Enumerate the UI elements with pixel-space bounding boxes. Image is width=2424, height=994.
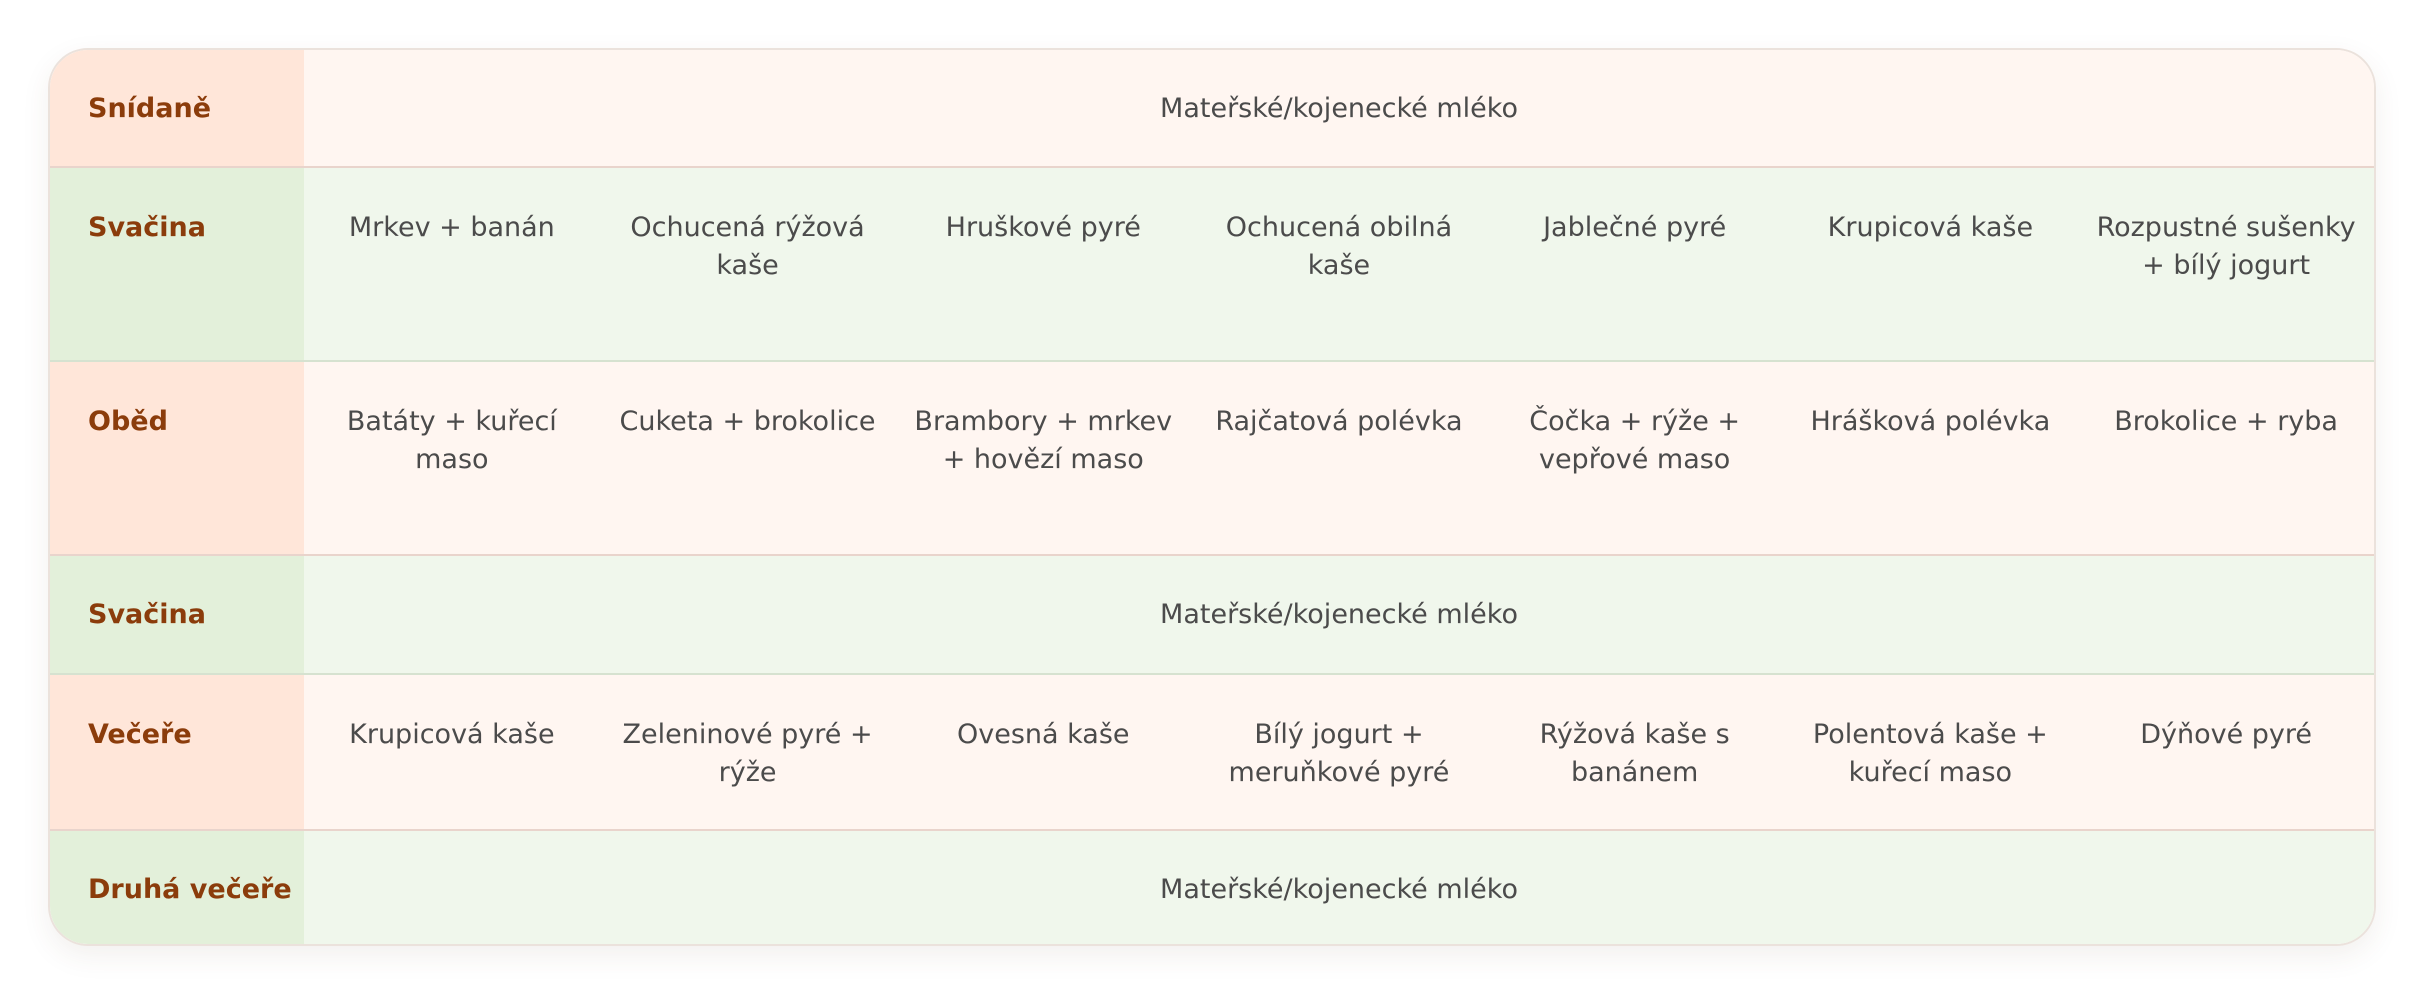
cell-morning-snack-day-2: Ochucená rýžová kaše [600,167,896,361]
cell-second-dinner-all-days: Mateřské/kojenecké mléko [304,830,2374,946]
meal-label-second-dinner: Druhá večeře [50,830,304,946]
cell-morning-snack-day-3: Hruškové pyré [895,167,1191,361]
meal-label-morning-snack: Svačina [50,167,304,361]
cell-lunch-day-6: Hrášková polévka [1783,361,2079,555]
row-second-dinner [50,830,2374,946]
cell-morning-snack-day-7: Rozpustné sušenky + bílý jogurt [2078,167,2374,361]
row-morning-snack [50,167,2374,361]
row-lunch [50,361,2374,555]
cell-dinner-day-5: Rýžová kaše s banánem [1487,674,1783,830]
cell-lunch-day-5: Čočka + rýže + vepřové maso [1487,361,1783,555]
cell-dinner-day-1: Krupicová kaše [304,674,600,830]
cell-dinner-day-7: Dýňové pyré [2078,674,2374,830]
cell-breakfast-all-days: Mateřské/kojenecké mléko [304,50,2374,167]
cell-morning-snack-day-6: Krupicová kaše [1783,167,2079,361]
row-breakfast [50,50,2374,167]
cell-lunch-day-2: Cuketa + brokolice [600,361,896,555]
meal-label-lunch: Oběd [50,361,304,555]
meal-label-dinner: Večeře [50,674,304,830]
cell-morning-snack-day-4: Ochucená obilná kaše [1191,167,1487,361]
cell-dinner-day-3: Ovesná kaše [895,674,1191,830]
meal-label-afternoon-snack: Svačina [50,555,304,674]
cell-afternoon-snack-all-days: Mateřské/kojenecké mléko [304,555,2374,674]
cell-lunch-day-1: Batáty + kuřecí maso [304,361,600,555]
cell-lunch-day-4: Rajčatová polévka [1191,361,1487,555]
cell-dinner-day-4: Bílý jogurt + meruňkové pyré [1191,674,1487,830]
meal-plan-table [50,50,2374,946]
cell-dinner-day-6: Polentová kaše + kuřecí maso [1783,674,2079,830]
cell-lunch-day-3: Brambory + mrkev + hovězí maso [895,361,1191,555]
cell-morning-snack-day-1: Mrkev + banán [304,167,600,361]
meal-label-breakfast: Snídaně [50,50,304,167]
cell-dinner-day-2: Zeleninové pyré + rýže [600,674,896,830]
cell-lunch-day-7: Brokolice + ryba [2078,361,2374,555]
cell-morning-snack-day-5: Jablečné pyré [1487,167,1783,361]
row-afternoon-snack [50,555,2374,674]
row-dinner [50,674,2374,830]
meal-plan-card [48,48,2376,946]
